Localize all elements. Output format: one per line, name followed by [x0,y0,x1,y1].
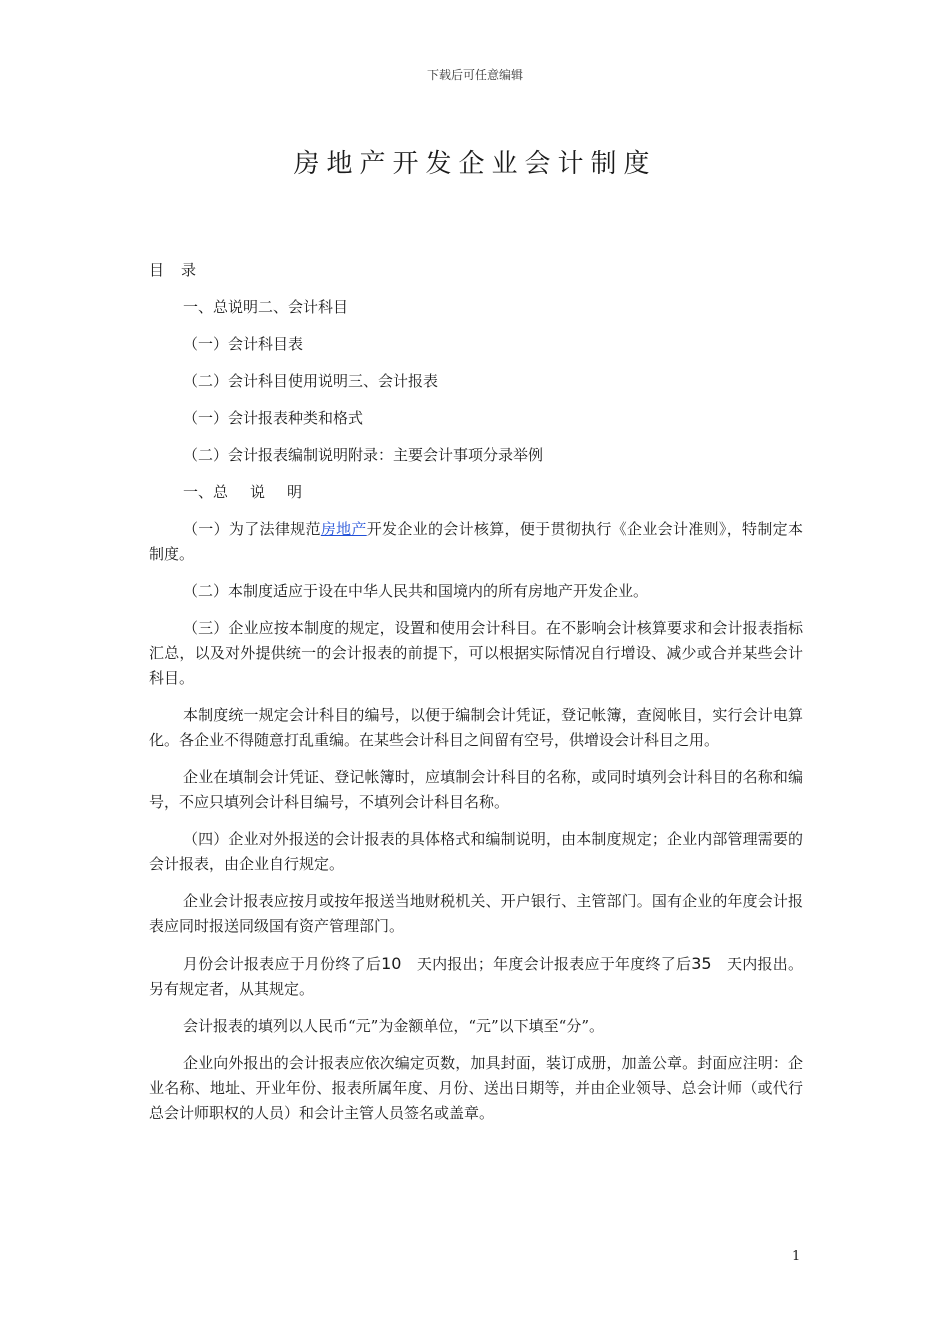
paragraph-8 [149,951,803,1002]
toc-item: （一）会计报表种类和格式 [183,409,364,427]
paragraph-8-text-c: 天内报出。另有规定者，从其规定。 [149,955,803,998]
paragraph-5: 企业在填制会计凭证、登记帐簿时，应填制会计科目的名称，或同时填列会计科目的名称和编号，不应只填列会计科目编号，不填列会计科目名称。 [149,768,803,811]
paragraph-2: （二）本制度适应于设在中华人民共和国境内的所有房地产开发企业。 [183,582,649,600]
paragraph-4: 本制度统一规定会计科目的编号，以便于编制会计凭证，登记帐簿，查阅帐目，实行会计电算化。各企业不得随意打乱重编。在某些会计科目之间留有空号，供增设会计科目之用。 [149,706,803,749]
toc-heading-char-2: 录 [181,261,197,279]
toc-item: 一、总说明二、会计科目 [183,298,349,316]
paragraph-8-text-a: 月份会计报表应于月份终了后 [183,955,382,973]
paragraph-1-text-pre: （一）为了法律规范 [183,520,321,538]
paragraph-1 [149,517,803,567]
toc-item: （二）会计科目使用说明三、会计报表 [183,372,439,390]
paragraph-9: 会计报表的填列以人民币“元”为金额单位，“元”以下填至“分”。 [183,1017,605,1035]
paragraph-8-text-b: 天内报出；年度会计报表应于年度终了后 [401,955,692,973]
document-body [149,258,803,1138]
paragraph-7: 企业会计报表应按月或按年报送当地财税机关、开户银行、主管部门。国有企业的年度会计报表应同时报送同级国有资产管理部门。 [149,892,803,935]
paragraph-6: （四）企业对外报送的会计报表的具体格式和编制说明，由本制度规定；企业内部管理需要的会计报表，由企业自行规定。 [149,830,803,873]
section-heading-part-2: 说 [250,483,266,501]
annual-report-days: 35 [691,954,712,973]
paragraph-10: 企业向外报出的会计报表应依次编定页数，加具封面，装订成册，加盖公章。封面应注明：企业名称、地址、开业年份、报表所属年度、月份、送出日期等，并由企业领导、总会计师（或代行总会计师职权的人员）和会计主管人员签名或盖章。 [149,1054,803,1122]
toc-heading-char-1: 目 [149,261,165,279]
paragraph-1-text-post: 开发企业的会计核算，便于贯彻执行《企业会计准则》，特制定本制度。 [149,520,803,563]
paragraph-3: （三）企业应按本制度的规定，设置和使用会计科目。在不影响会计核算要求和会计报表指标汇总，以及对外提供统一的会计报表的前提下，可以根据实际情况自行增设、减少或合并某些会计科目。 [149,619,803,687]
document-title: 房地产开发企业会计制度 [293,149,657,179]
toc-heading [149,258,803,283]
real-estate-link[interactable]: 房地产 [320,520,367,538]
section-heading [149,480,803,505]
page-number: 1 [792,1249,801,1264]
section-heading-part-1: 一、总 [183,483,229,501]
toc-item: （一）会计科目表 [183,335,304,353]
toc-item: （二）会计报表编制说明附录：主要会计事项分录举例 [183,446,544,464]
page-header-note: 下载后可任意编辑 [426,68,523,82]
section-heading-part-3: 明 [287,483,303,501]
monthly-report-days: 10 [381,954,402,973]
